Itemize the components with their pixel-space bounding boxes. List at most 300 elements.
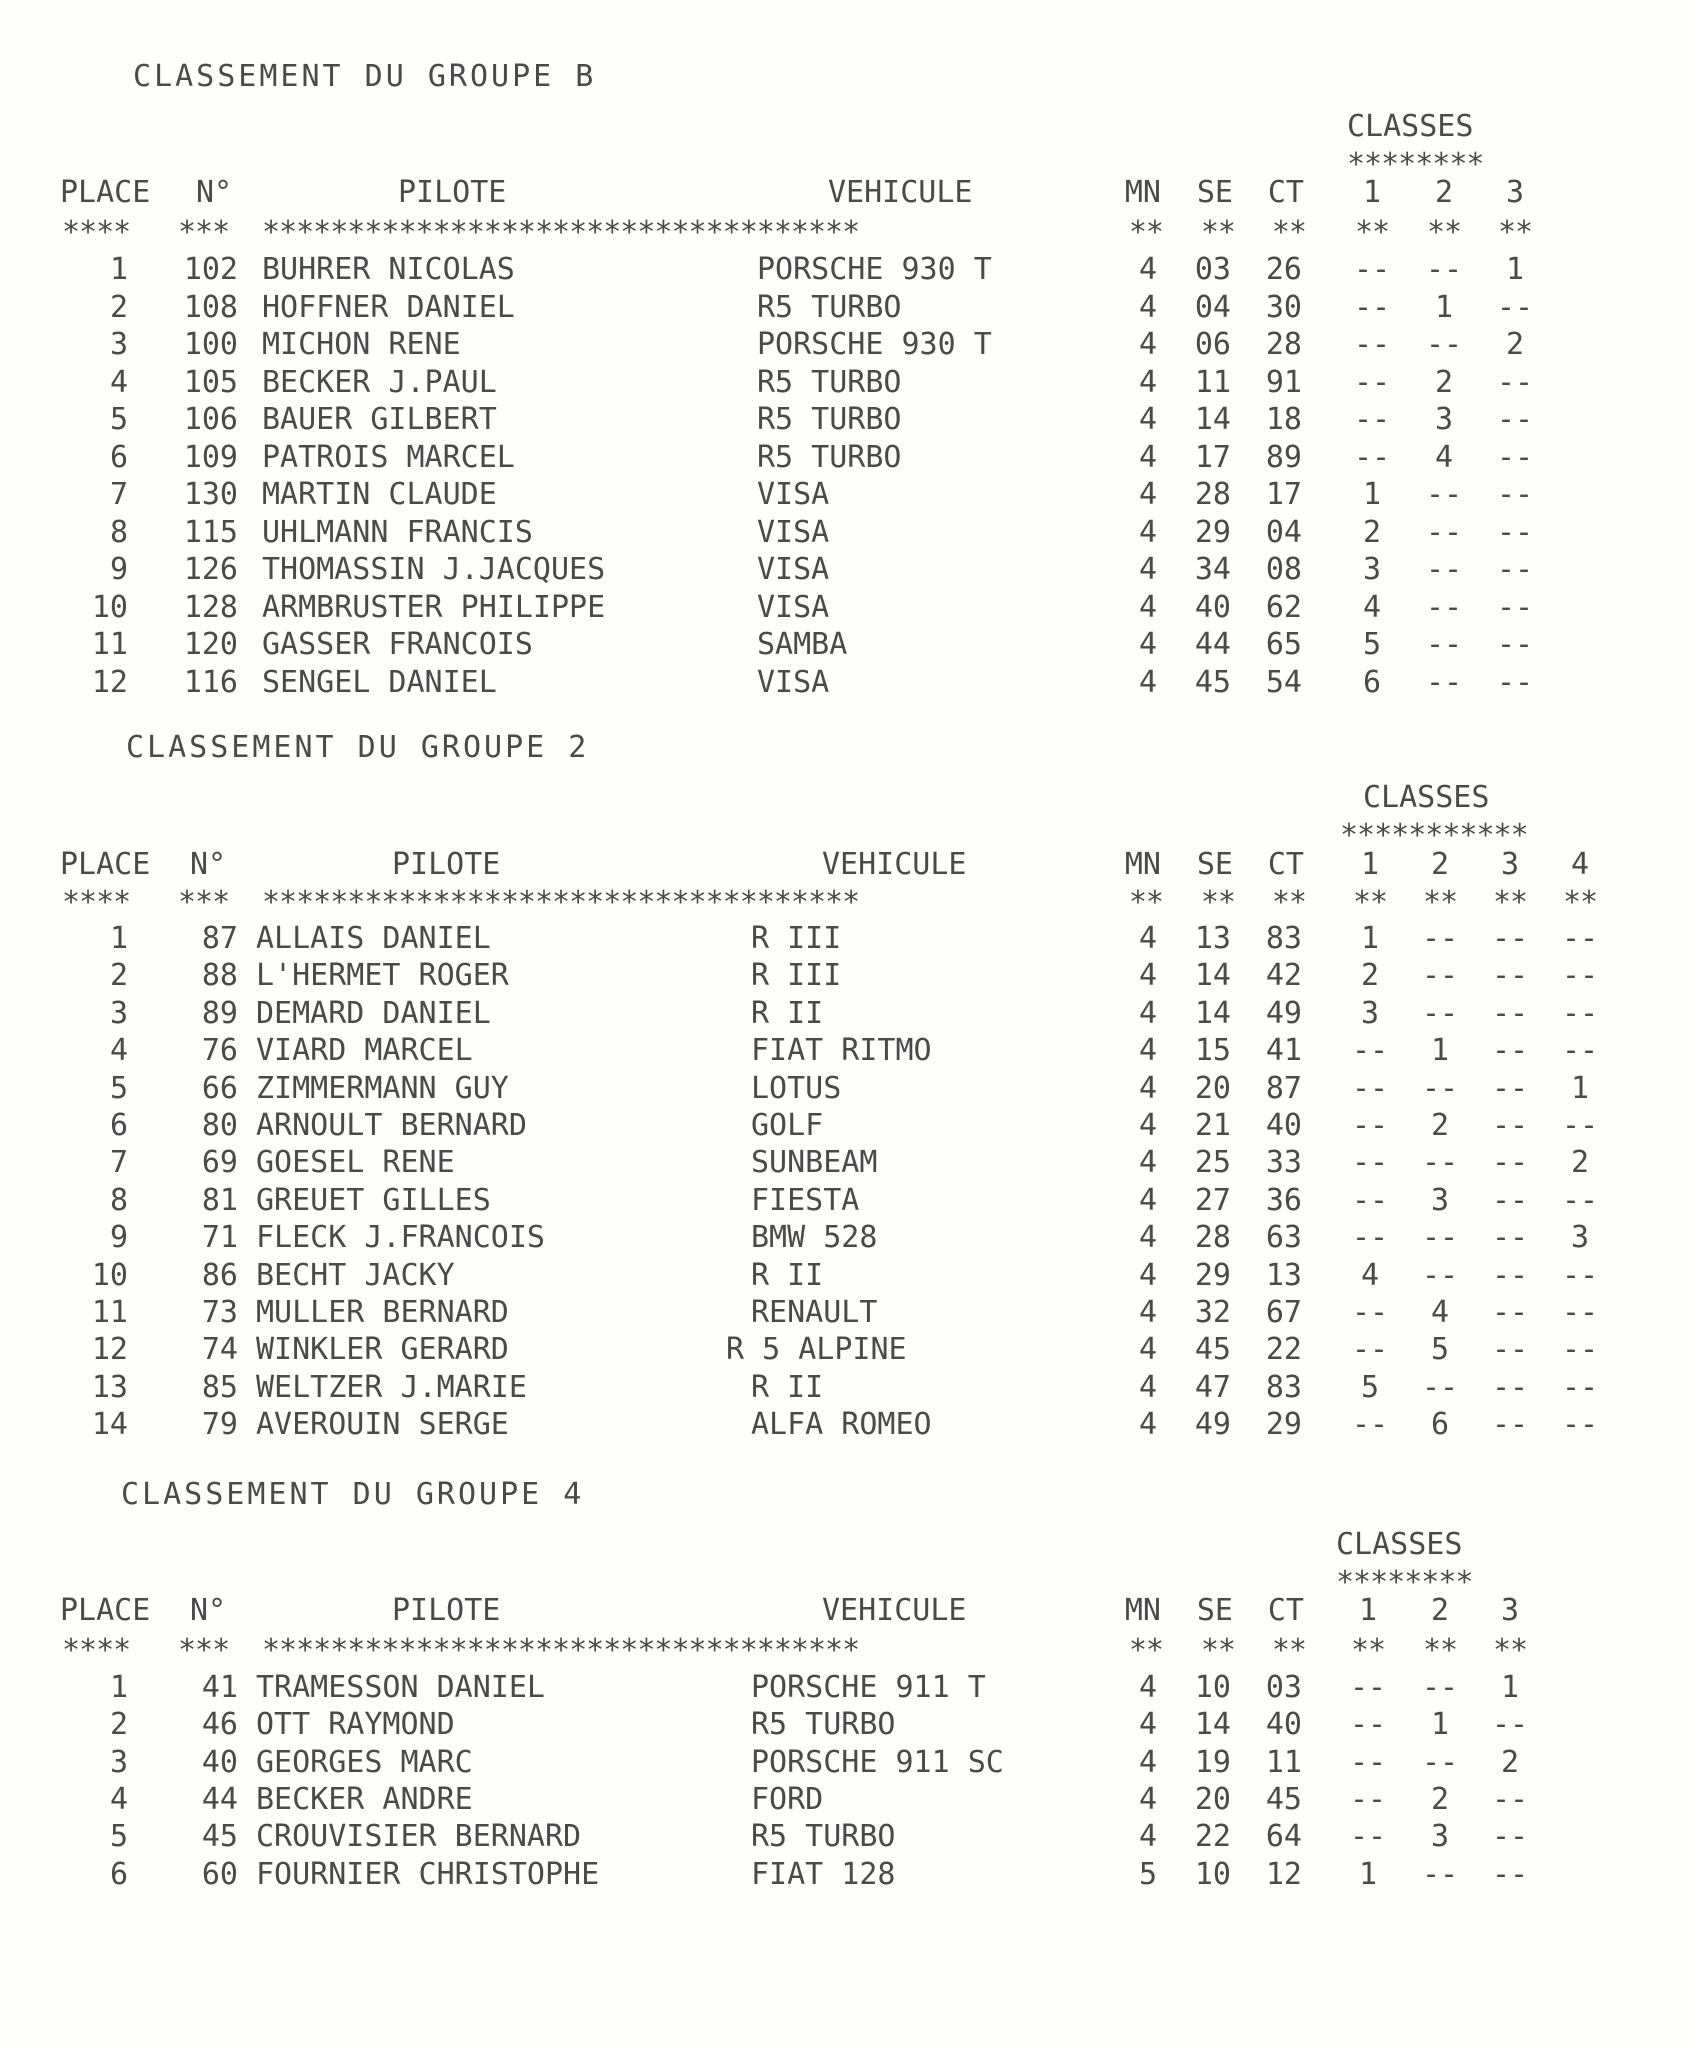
class-rank: --: [1491, 1071, 1529, 1106]
vehicule: PORSCHE 930 T: [757, 252, 992, 287]
header-se: SE: [1196, 1593, 1233, 1628]
time-se: 10: [1194, 1857, 1231, 1892]
header-vehicule: VEHICULE: [828, 175, 973, 210]
time-mn: 4: [1138, 402, 1157, 437]
pilote-name: GREUET GILLES: [256, 1183, 491, 1218]
class-rank: 4: [1434, 440, 1454, 475]
time-se: 29: [1194, 515, 1231, 550]
stars-place: ****: [62, 885, 131, 920]
class-rank: --: [1425, 515, 1463, 550]
time-se: 19: [1194, 1745, 1231, 1780]
class-rank: --: [1561, 958, 1599, 993]
time-se: 10: [1194, 1670, 1231, 1705]
time-mn: 4: [1138, 1407, 1157, 1442]
pilote-name: FOURNIER CHRISTOPHE: [256, 1857, 600, 1892]
stars-class: **: [1497, 215, 1533, 250]
class-rank: --: [1349, 1745, 1387, 1780]
race-number: 89: [201, 996, 238, 1031]
time-mn: 4: [1138, 440, 1157, 475]
header-class-4: 4: [1570, 847, 1590, 882]
place: 2: [109, 958, 128, 993]
class-rank: --: [1491, 1407, 1529, 1442]
time-ct: 64: [1265, 1819, 1302, 1854]
vehicule: PORSCHE 911 T: [751, 1670, 986, 1705]
time-ct: 91: [1265, 365, 1302, 400]
class-rank: --: [1491, 1183, 1529, 1218]
place: 12: [91, 1332, 128, 1367]
class-rank: --: [1425, 552, 1463, 587]
time-se: 13: [1194, 921, 1231, 956]
time-mn: 4: [1138, 996, 1157, 1031]
class-rank: --: [1491, 1857, 1529, 1892]
pilote-name: BECKER J.PAUL: [262, 365, 497, 400]
time-ct: 18: [1265, 402, 1302, 437]
stars-place: ****: [62, 215, 131, 250]
place: 9: [109, 552, 128, 587]
vehicule: R5 TURBO: [757, 365, 902, 400]
header-vehicule: VEHICULE: [822, 847, 967, 882]
class-rank: 2: [1430, 1108, 1450, 1143]
class-rank: --: [1496, 402, 1534, 437]
race-number: 73: [201, 1295, 238, 1330]
pilote-name: BECKER ANDRE: [256, 1782, 473, 1817]
place: 7: [109, 1145, 128, 1180]
time-se: 44: [1194, 627, 1231, 662]
classes-stars: ********: [1336, 1565, 1473, 1600]
vehicule: R II: [751, 996, 824, 1031]
time-mn: 4: [1138, 627, 1157, 662]
class-rank: --: [1421, 1258, 1459, 1293]
stars-ct: **: [1271, 1633, 1306, 1668]
stars-pilote: ***********************************: [262, 1633, 860, 1668]
vehicule: VISA: [757, 552, 830, 587]
header-class-2: 2: [1434, 175, 1454, 210]
time-mn: 4: [1138, 958, 1157, 993]
time-ct: 54: [1265, 665, 1302, 700]
header-se: SE: [1196, 175, 1233, 210]
header-class-3: 3: [1500, 1593, 1520, 1628]
class-rank: 5: [1360, 1370, 1380, 1405]
pilote-name: ARMBRUSTER PHILIPPE: [262, 590, 606, 625]
time-ct: 03: [1265, 1670, 1302, 1705]
class-rank: --: [1353, 290, 1391, 325]
class-rank: 1: [1570, 1071, 1590, 1106]
stars-class: **: [1422, 1633, 1458, 1668]
header-pilote: PILOTE: [392, 1593, 501, 1628]
class-rank: 2: [1434, 365, 1454, 400]
stars-mn: **: [1128, 1633, 1163, 1668]
class-rank: 6: [1430, 1407, 1450, 1442]
class-rank: --: [1496, 365, 1534, 400]
time-mn: 4: [1138, 327, 1157, 362]
header-place: PLACE: [60, 847, 151, 882]
time-mn: 4: [1138, 552, 1157, 587]
class-rank: --: [1351, 1220, 1389, 1255]
pilote-name: AVEROUIN SERGE: [256, 1407, 509, 1442]
class-rank: --: [1561, 996, 1599, 1031]
time-ct: 45: [1265, 1782, 1302, 1817]
stars-class: **: [1492, 885, 1528, 920]
time-mn: 4: [1138, 1782, 1157, 1817]
class-rank: 1: [1505, 252, 1525, 287]
stars-mn: **: [1128, 885, 1163, 920]
class-rank: --: [1561, 1370, 1599, 1405]
place: 11: [91, 627, 128, 662]
place: 6: [109, 1857, 128, 1892]
classes-label: CLASSES: [1336, 1527, 1463, 1562]
class-rank: --: [1491, 1332, 1529, 1367]
time-se: 32: [1194, 1295, 1231, 1330]
time-mn: 4: [1138, 590, 1157, 625]
place: 10: [91, 590, 128, 625]
time-se: 28: [1194, 1220, 1231, 1255]
place: 2: [109, 290, 128, 325]
time-mn: 4: [1138, 477, 1157, 512]
place: 2: [109, 1707, 128, 1742]
class-rank: --: [1421, 921, 1459, 956]
time-ct: 41: [1265, 1033, 1302, 1068]
time-mn: 4: [1138, 290, 1157, 325]
race-number: 80: [201, 1108, 238, 1143]
time-mn: 4: [1138, 365, 1157, 400]
class-rank: --: [1353, 327, 1391, 362]
pilote-name: OTT RAYMOND: [256, 1707, 455, 1742]
time-se: 49: [1194, 1407, 1231, 1442]
header-mn: MN: [1124, 175, 1161, 210]
vehicule: R II: [751, 1370, 824, 1405]
pilote-name: HOFFNER DANIEL: [262, 290, 515, 325]
time-ct: 89: [1265, 440, 1302, 475]
class-rank: --: [1496, 440, 1534, 475]
time-ct: 30: [1265, 290, 1302, 325]
place: 3: [109, 1745, 128, 1780]
time-se: 47: [1194, 1370, 1231, 1405]
pilote-name: ARNOULT BERNARD: [256, 1108, 527, 1143]
class-rank: --: [1421, 1145, 1459, 1180]
place: 3: [109, 327, 128, 362]
pilote-name: L'HERMET ROGER: [256, 958, 509, 993]
race-number: 74: [201, 1332, 238, 1367]
class-rank: 1: [1500, 1670, 1520, 1705]
vehicule: PORSCHE 930 T: [757, 327, 992, 362]
header-ct: CT: [1267, 175, 1304, 210]
pilote-name: ZIMMERMANN GUY: [256, 1071, 509, 1106]
header-pilote: PILOTE: [392, 847, 501, 882]
time-ct: 33: [1265, 1145, 1302, 1180]
stars-class: **: [1492, 1633, 1528, 1668]
race-number: 128: [183, 590, 238, 625]
class-rank: 2: [1505, 327, 1525, 362]
place: 4: [109, 365, 128, 400]
class-rank: --: [1353, 252, 1391, 287]
class-rank: --: [1496, 290, 1534, 325]
pilote-name: MARTIN CLAUDE: [262, 477, 497, 512]
time-se: 21: [1194, 1108, 1231, 1143]
time-mn: 4: [1138, 1295, 1157, 1330]
time-ct: 28: [1265, 327, 1302, 362]
pilote-name: WINKLER GERARD: [256, 1332, 509, 1367]
pilote-name: GOESEL RENE: [256, 1145, 455, 1180]
class-rank: 3: [1430, 1183, 1450, 1218]
race-number: 45: [201, 1819, 238, 1854]
class-rank: --: [1351, 1407, 1389, 1442]
class-rank: --: [1496, 477, 1534, 512]
time-se: 20: [1194, 1071, 1231, 1106]
classes-label: CLASSES: [1363, 780, 1490, 815]
time-se: 04: [1194, 290, 1231, 325]
vehicule: BMW 528: [751, 1220, 878, 1255]
race-number: 86: [201, 1258, 238, 1293]
class-rank: --: [1491, 1782, 1529, 1817]
time-ct: 40: [1265, 1707, 1302, 1742]
vehicule: VISA: [757, 477, 830, 512]
time-ct: 65: [1265, 627, 1302, 662]
place: 14: [91, 1407, 128, 1442]
class-rank: 3: [1434, 402, 1454, 437]
race-number: 120: [183, 627, 238, 662]
class-rank: 1: [1430, 1033, 1450, 1068]
class-rank: --: [1561, 1407, 1599, 1442]
race-number: 79: [201, 1407, 238, 1442]
place: 7: [109, 477, 128, 512]
time-mn: 4: [1138, 921, 1157, 956]
time-ct: 08: [1265, 552, 1302, 587]
header-ct: CT: [1267, 847, 1304, 882]
header-mn: MN: [1124, 847, 1161, 882]
time-mn: 4: [1138, 252, 1157, 287]
place: 8: [109, 515, 128, 550]
class-rank: --: [1421, 958, 1459, 993]
pilote-name: WELTZER J.MARIE: [256, 1370, 527, 1405]
place: 6: [109, 440, 128, 475]
time-mn: 4: [1138, 1819, 1157, 1854]
time-mn: 4: [1138, 1745, 1157, 1780]
time-ct: 83: [1265, 1370, 1302, 1405]
class-rank: --: [1496, 552, 1534, 587]
time-mn: 4: [1138, 665, 1157, 700]
class-rank: 1: [1434, 290, 1454, 325]
place: 5: [109, 1071, 128, 1106]
time-se: 14: [1194, 958, 1231, 993]
header-pilote: PILOTE: [398, 175, 507, 210]
pilote-name: UHLMANN FRANCIS: [262, 515, 533, 550]
class-rank: --: [1491, 1258, 1529, 1293]
header-place: PLACE: [60, 175, 151, 210]
class-rank: 3: [1362, 552, 1382, 587]
class-rank: 1: [1362, 477, 1382, 512]
time-mn: 4: [1138, 1145, 1157, 1180]
race-number: 71: [201, 1220, 238, 1255]
time-se: 06: [1194, 327, 1231, 362]
place: 5: [109, 1819, 128, 1854]
time-ct: 17: [1265, 477, 1302, 512]
class-rank: --: [1425, 477, 1463, 512]
race-number: 81: [201, 1183, 238, 1218]
time-mn: 4: [1138, 1370, 1157, 1405]
time-ct: 62: [1265, 590, 1302, 625]
class-rank: --: [1425, 252, 1463, 287]
class-rank: --: [1561, 1183, 1599, 1218]
pilote-name: VIARD MARCEL: [256, 1033, 473, 1068]
class-rank: --: [1491, 921, 1529, 956]
class-rank: --: [1491, 996, 1529, 1031]
class-rank: --: [1561, 1033, 1599, 1068]
vehicule: SAMBA: [757, 627, 848, 662]
vehicule: R III: [751, 921, 842, 956]
class-rank: --: [1353, 402, 1391, 437]
place: 6: [109, 1108, 128, 1143]
class-rank: 4: [1430, 1295, 1450, 1330]
class-rank: --: [1561, 1258, 1599, 1293]
time-ct: 49: [1265, 996, 1302, 1031]
place: 8: [109, 1183, 128, 1218]
vehicule: FIAT 128: [751, 1857, 896, 1892]
place: 5: [109, 402, 128, 437]
race-number: 66: [201, 1071, 238, 1106]
header-class-3: 3: [1505, 175, 1525, 210]
race-number: 109: [183, 440, 238, 475]
pilote-name: MULLER BERNARD: [256, 1295, 509, 1330]
class-rank: 2: [1500, 1745, 1520, 1780]
place: 11: [91, 1295, 128, 1330]
class-rank: 5: [1430, 1332, 1450, 1367]
class-rank: --: [1349, 1819, 1387, 1854]
time-mn: 4: [1138, 1258, 1157, 1293]
class-rank: 2: [1430, 1782, 1450, 1817]
vehicule: R 5 ALPINE: [726, 1332, 907, 1367]
classes-label: CLASSES: [1347, 109, 1474, 144]
header-se: SE: [1196, 847, 1233, 882]
vehicule: LOTUS: [751, 1071, 842, 1106]
race-number: 100: [183, 327, 238, 362]
pilote-name: THOMASSIN J.JACQUES: [262, 552, 606, 587]
stars-class: **: [1354, 215, 1390, 250]
stars-class: **: [1562, 885, 1598, 920]
header-class-1: 1: [1358, 1593, 1378, 1628]
class-rank: 3: [1570, 1220, 1590, 1255]
header-class-1: 1: [1360, 847, 1380, 882]
vehicule: R5 TURBO: [751, 1819, 896, 1854]
vehicule: VISA: [757, 665, 830, 700]
class-rank: --: [1421, 1370, 1459, 1405]
vehicule: PORSCHE 911 SC: [751, 1745, 1004, 1780]
place: 4: [109, 1782, 128, 1817]
place: 13: [91, 1370, 128, 1405]
class-rank: --: [1561, 1295, 1599, 1330]
class-rank: --: [1425, 327, 1463, 362]
place: 1: [109, 252, 128, 287]
class-rank: --: [1421, 1071, 1459, 1106]
group-title: CLASSEMENT DU GROUPE 4: [121, 1477, 585, 1512]
race-number: 105: [183, 365, 238, 400]
header-no: N°: [190, 1593, 227, 1628]
stars-no: ***: [178, 1633, 230, 1668]
vehicule: VISA: [757, 590, 830, 625]
time-se: 29: [1194, 1258, 1231, 1293]
class-rank: --: [1351, 1332, 1389, 1367]
vehicule: R5 TURBO: [757, 402, 902, 437]
class-rank: 5: [1362, 627, 1382, 662]
class-rank: 4: [1360, 1258, 1380, 1293]
class-rank: 1: [1360, 921, 1380, 956]
class-rank: 1: [1430, 1707, 1450, 1742]
time-se: 14: [1194, 996, 1231, 1031]
vehicule: R5 TURBO: [757, 440, 902, 475]
race-number: 130: [183, 477, 238, 512]
class-rank: --: [1491, 1033, 1529, 1068]
time-mn: 4: [1138, 1033, 1157, 1068]
time-se: 40: [1194, 590, 1231, 625]
time-ct: 12: [1265, 1857, 1302, 1892]
class-rank: 2: [1360, 958, 1380, 993]
time-ct: 87: [1265, 1071, 1302, 1106]
time-se: 11: [1194, 365, 1231, 400]
class-rank: --: [1425, 627, 1463, 662]
class-rank: --: [1491, 1707, 1529, 1742]
pilote-name: TRAMESSON DANIEL: [256, 1670, 545, 1705]
class-rank: --: [1496, 627, 1534, 662]
vehicule: R II: [751, 1258, 824, 1293]
race-number: 87: [201, 921, 238, 956]
class-rank: --: [1353, 440, 1391, 475]
place: 9: [109, 1220, 128, 1255]
place: 1: [109, 1670, 128, 1705]
time-se: 03: [1194, 252, 1231, 287]
class-rank: --: [1496, 665, 1534, 700]
race-number: 102: [183, 252, 238, 287]
class-rank: --: [1351, 1295, 1389, 1330]
header-class-2: 2: [1430, 1593, 1450, 1628]
class-rank: 3: [1360, 996, 1380, 1031]
header-class-3: 3: [1500, 847, 1520, 882]
time-ct: 67: [1265, 1295, 1302, 1330]
time-mn: 4: [1138, 1332, 1157, 1367]
pilote-name: GASSER FRANCOIS: [262, 627, 533, 662]
class-rank: --: [1351, 1183, 1389, 1218]
stars-se: **: [1200, 215, 1235, 250]
stars-ct: **: [1271, 885, 1306, 920]
time-se: 14: [1194, 402, 1231, 437]
time-se: 28: [1194, 477, 1231, 512]
race-number: 85: [201, 1370, 238, 1405]
stars-class: **: [1352, 885, 1388, 920]
time-ct: 04: [1265, 515, 1302, 550]
time-se: 15: [1194, 1033, 1231, 1068]
stars-class: **: [1422, 885, 1458, 920]
class-rank: --: [1491, 1295, 1529, 1330]
time-ct: 11: [1265, 1745, 1302, 1780]
class-rank: --: [1351, 1033, 1389, 1068]
stars-pilote: ***********************************: [262, 215, 860, 250]
time-se: 27: [1194, 1183, 1231, 1218]
class-rank: --: [1491, 1220, 1529, 1255]
class-rank: --: [1491, 1145, 1529, 1180]
header-ct: CT: [1267, 1593, 1304, 1628]
group-title: CLASSEMENT DU GROUPE 2: [126, 730, 590, 765]
group-title: CLASSEMENT DU GROUPE B: [133, 59, 597, 94]
vehicule: R III: [751, 958, 842, 993]
race-number: 40: [201, 1745, 238, 1780]
pilote-name: BECHT JACKY: [256, 1258, 455, 1293]
vehicule: FIESTA: [751, 1183, 860, 1218]
race-number: 41: [201, 1670, 238, 1705]
race-number: 115: [183, 515, 238, 550]
pilote-name: MICHON RENE: [262, 327, 461, 362]
class-rank: --: [1421, 1670, 1459, 1705]
time-se: 25: [1194, 1145, 1231, 1180]
time-ct: 63: [1265, 1220, 1302, 1255]
stars-class: **: [1350, 1633, 1386, 1668]
